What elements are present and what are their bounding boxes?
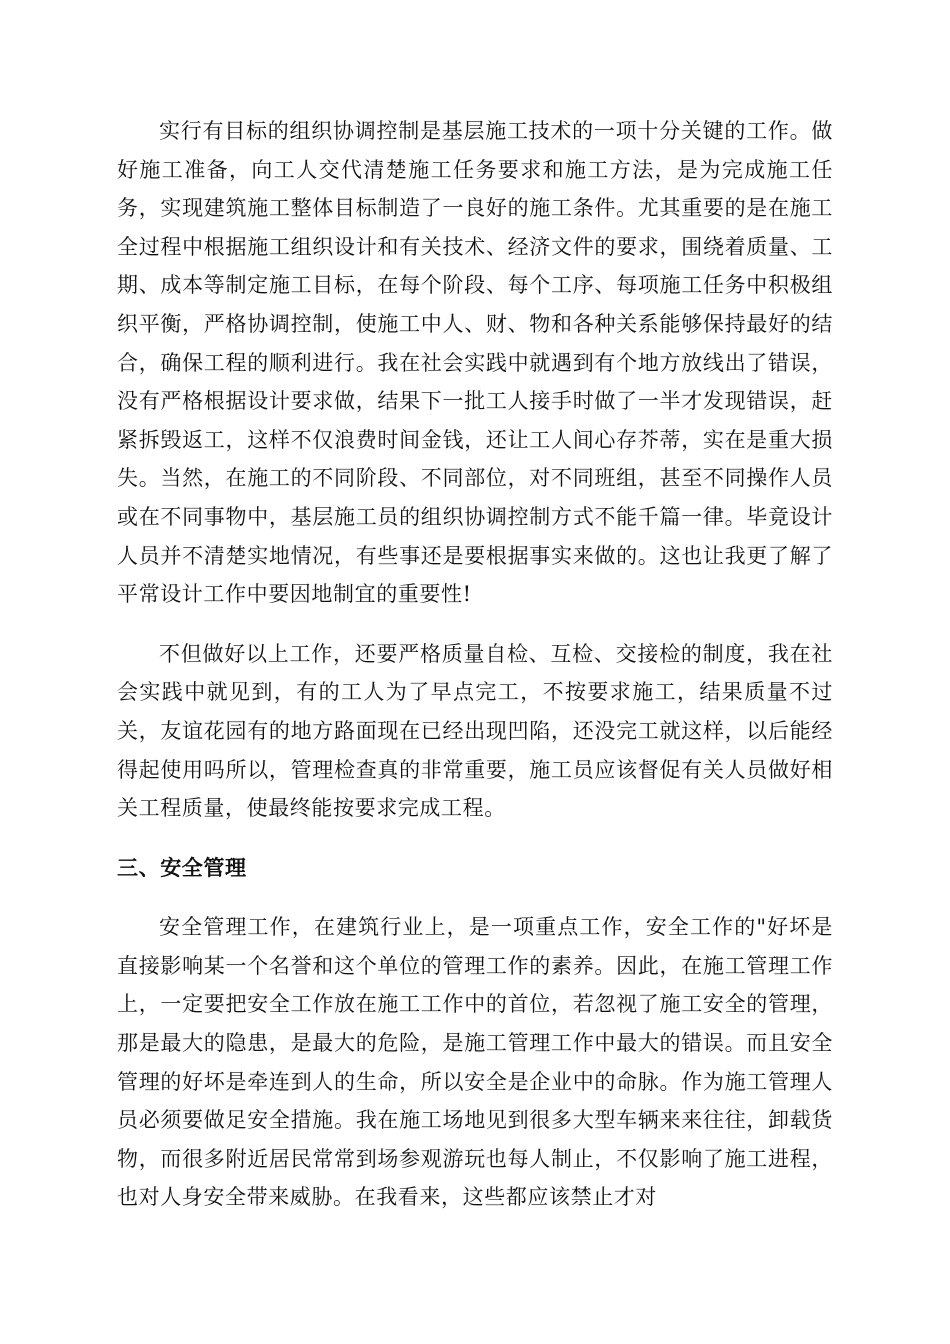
paragraph-safety-management: 安全管理工作，在建筑行业上，是一项重点工作，安全工作的"好坏是直接影响某一个名誉和这个单位的管理工作的素养。因此，在施工管理工作上，一定要把安全工作放在施工工作中的首位，若忽视了施工安全的管理，那是最大的隐患，是最大的危险，是施工管理工作中最大的错误。而且安全管理的好坏是牵连到人的生命，所以安全是企业中的命脉。作为施工管理人员必须要做足安全措施。我在施工场地见到很多大型车辆来来往往，卸载货物，而很多附近居民常常到场参观游玩也每人制止，不仅影响了施工进程，也对人身安全带来威胁。在我看来，这些都应该禁止才对 bbox=[117, 915, 833, 1210]
section-heading-safety-management: 三、安全管理 bbox=[117, 855, 247, 880]
document-body bbox=[117, 112, 833, 1217]
paragraph-organization-control: 实行有目标的组织协调控制是基层施工技术的一项十分关键的工作。做好施工准备，向工人交代清楚施工任务要求和施工方法，是为完成施工任务，实现建筑施工整体目标制造了一良好的施工条件。尤其重要的是在施工全过程中根据施工组织设计和有关技术、经济文件的要求，围绕着质量、工期、成本等制定施工目标，在每个阶段、每个工序、每项施工任务中积极组织平衡，严格协调控制，使施工中人、财、物和各种关系能够保持最好的结合，确保工程的顺利进行。我在社会实践中就遇到有个地方放线出了错误，没有严格根据设计要求做，结果下一批工人接手时做了一半才发现错误，赶紧拆毁返工，这样不仅浪费时间金钱，还让工人间心存芥蒂，实在是重大损失。当然，在施工的不同阶段、不同部位，对不同班组，甚至不同操作人员或在不同事物中，基层施工员的组织协调控制方式不能千篇一律。毕竟设计人员并不清楚实地情况，有些事还是要根据事实来做的。这也让我更了解了平常设计工作中要因地制宜的重要性! bbox=[117, 119, 833, 607]
paragraph-quality-inspection: 不但做好以上工作，还要严格质量自检、互检、交接检的制度，我在社会实践中就见到，有的工人为了早点完工，不按要求施工，结果质量不过关，友谊花园有的地方路面现在已经出现凹陷，还没完工就这样，以后能经得起使用吗所以，管理检查真的非常重要，施工员应该督促有关人员做好相关工程质量，使最终能按要求完成工程。 bbox=[117, 641, 833, 821]
